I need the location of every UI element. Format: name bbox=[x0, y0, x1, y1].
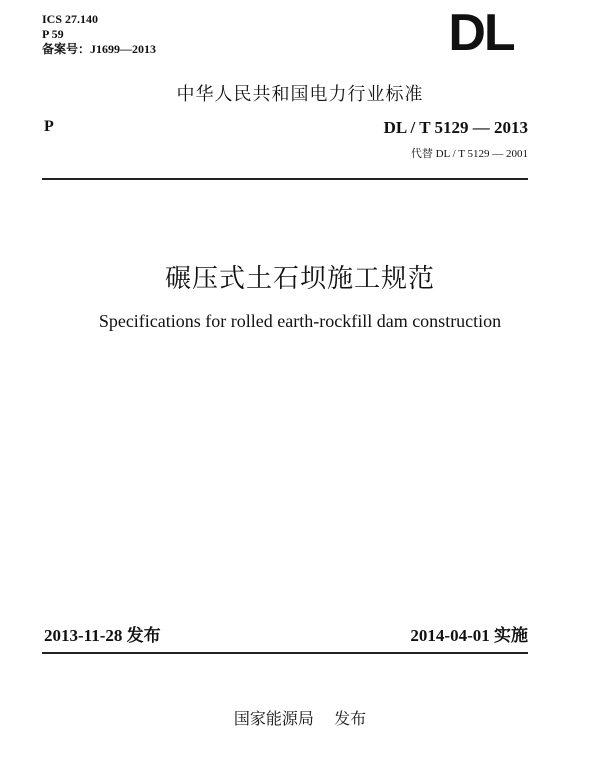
record-number: 备案号：J1699—2013 bbox=[42, 42, 157, 56]
bottom-divider bbox=[42, 652, 528, 654]
meta-block bbox=[42, 12, 156, 57]
document-title-english: Specifications for rolled earth-rockfill dam construction bbox=[98, 311, 502, 331]
document-title-chinese: 碾压式土石坝施工规范 bbox=[164, 264, 435, 294]
replaces-standard: 代替 DL / T 5129 — 2001 bbox=[410, 148, 528, 160]
top-divider bbox=[42, 178, 528, 180]
dl-logo-text: DL bbox=[448, 10, 514, 52]
classification-letter: P bbox=[44, 118, 54, 135]
implementation-date: 2014-04-01 实施 bbox=[410, 626, 528, 645]
standard-number: DL / T 5129 — 2013 bbox=[383, 118, 528, 137]
publisher: 国家能源局 发布 bbox=[233, 709, 367, 728]
standard-body-title: 中华人民共和国电力行业标准 bbox=[176, 84, 424, 105]
category-code: P 59 bbox=[42, 27, 64, 41]
ics-code: ICS 27.140 bbox=[42, 12, 99, 26]
issue-date: 2013-11-28 发布 bbox=[44, 626, 161, 645]
dl-logo bbox=[431, 10, 531, 52]
